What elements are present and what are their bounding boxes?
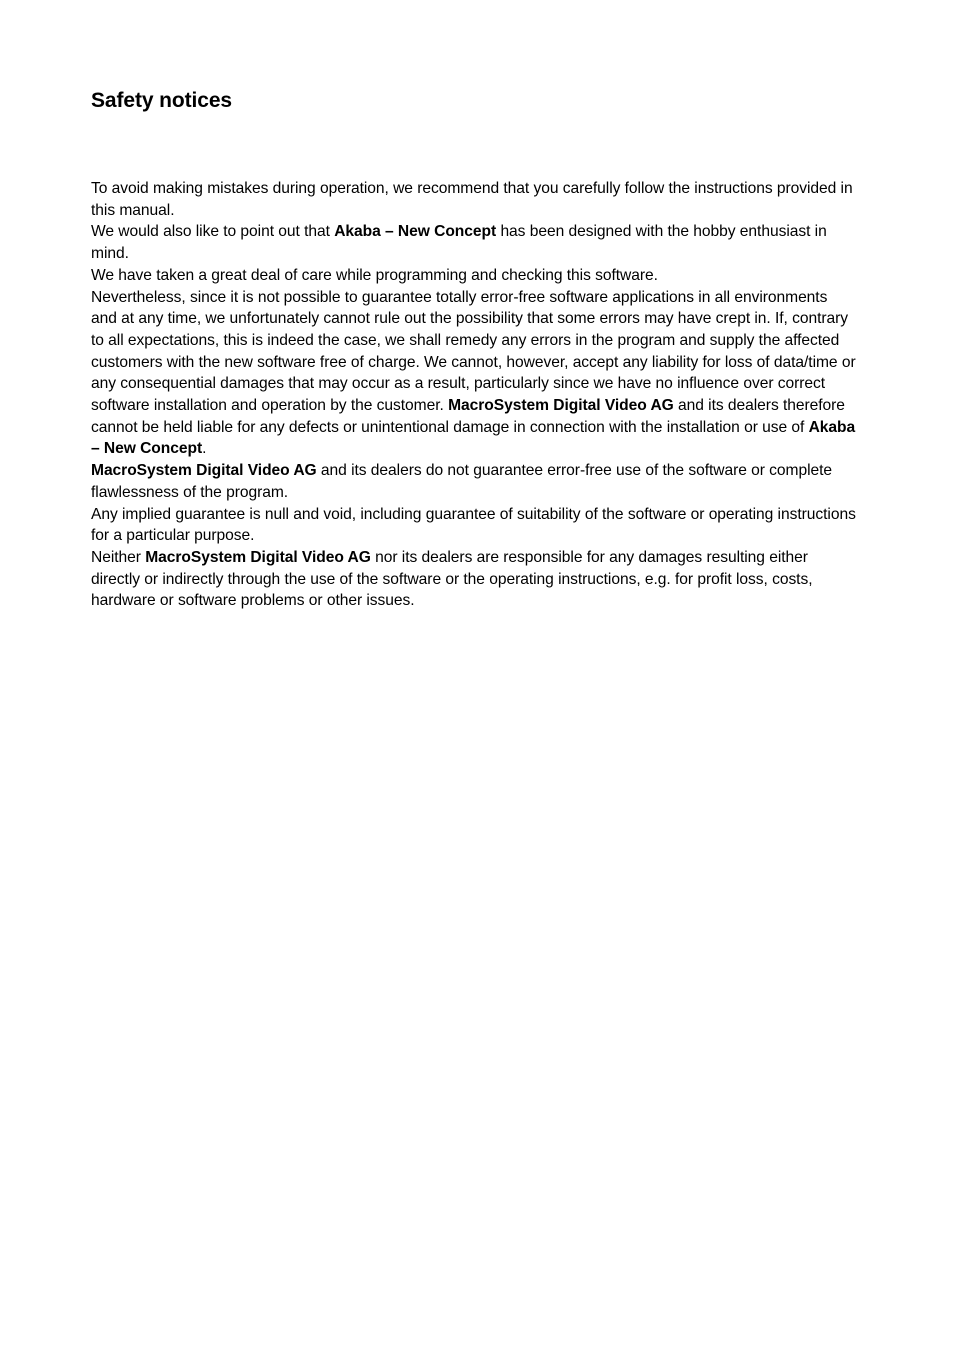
body-text xyxy=(91,178,857,612)
text-run: Any implied guarantee is null and void, including guarantee of suitability of the software or operating instructions for a particular purpose. xyxy=(91,505,856,545)
text-run: and its dealers therefore cannot be held liable for any defects or unintentional damage in connection with the installation or use of xyxy=(91,397,845,436)
company-name: MacroSystem Digital Video AG xyxy=(448,397,674,415)
paragraph-6 xyxy=(91,504,857,547)
company-name: MacroSystem Digital Video AG xyxy=(91,462,317,480)
page-title: Safety notices xyxy=(91,89,232,112)
text-run: has been designed with the hobby enthusiast in mind. xyxy=(91,223,827,263)
product-name: Akaba – New Concept xyxy=(91,418,856,458)
company-name: MacroSystem Digital Video AG xyxy=(145,548,371,566)
paragraph-3 xyxy=(91,265,857,287)
product-name: Akaba – New Concept xyxy=(334,223,497,241)
text-run: We would also like to point out that xyxy=(91,223,335,241)
text-run: and its dealers do not guarantee error-free use of the software or complete flawlessness of the program. xyxy=(91,462,833,501)
paragraph-4 xyxy=(91,287,857,461)
text-run: Neither xyxy=(91,548,146,566)
text-run: . xyxy=(202,440,207,458)
text-run: nor its dealers are responsible for any damages resulting either directly or indirectly through the use of the software or the operating instructions, e.g. for profit loss, costs, hardware or software problems or other issues. xyxy=(91,548,813,610)
paragraph-2 xyxy=(91,221,857,264)
text-run: We have taken a great deal of care while programming and checking this software. xyxy=(91,266,658,284)
paragraph-1 xyxy=(91,178,857,221)
text-run: To avoid making mistakes during operation, we recommend that you carefully follow the instructions provided in this manual. xyxy=(91,180,853,219)
paragraph-7 xyxy=(91,547,857,612)
text-run: Nevertheless, since it is not possible to guarantee totally error-free software applications in all environments and at any time, we unfortunately cannot rule out the possibility that some errors may have crept in. If, contrary to all expectations, this is indeed the case, we shall remedy any errors in the program and supply the affected customers with the new software free of charge. We cannot, however, accept any liability for loss of data/time or any consequential damages that may occur as a result, particularly since we have no influence over correct software installation and operation by the customer. xyxy=(91,288,856,415)
paragraph-5 xyxy=(91,460,857,503)
